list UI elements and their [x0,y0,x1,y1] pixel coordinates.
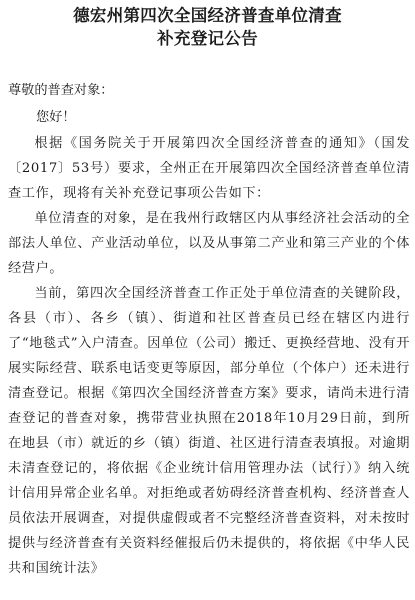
salutation: 尊敬的普查对象： [8,83,114,98]
paragraph-scope: 单位清查的对象，是在我州行政辖区内从事经济社会活动的全部法人单位、产业活动单位，以及从事第二产业和第三产业的个体经营户。 [8,211,410,276]
paragraph-requirements: 当前，第四次全国经济普查工作正处于单位清查的关键阶段，各县（市）、各乡（镇）、街道和社区普查员已经在辖区内进行了“地毯式”入户清查。因单位（公司）搬迁、更换经营地、没有开展实际经营、联系电话变更等原因，部分单位（个体户）还未进行清查登记。根据《第四次全国经济普查方案》要求，请尚未进行清查登记的普查对象，携带营业执照在2018年10月29日前，到所在地县（市）就近的乡（镇）街道、社区进行清查表填报。对逾期未清查登记的，将依据《企业统计信用管理办法（试行）》纳入统计信用异常企业名单。对拒绝或者妨碍经济普查机构、经济普查人员依法开展调查，对提供虚假或者不完整经济普查资料，对未按时提供与经济普查有关资料经催报后仍未提供的，将依据《中华人民共和国统计法》 [8,286,410,576]
notice-title-line1: 德宏州第四次全国经济普查单位清查 [73,6,342,25]
notice-title-line2: 补充登记公告 [157,29,258,48]
paragraph-basis: 根据《国务院关于开展第四次全国经济普查的通知》（国发〔2017〕53号）要求，全州正在开展第四次全国经济普查单位清查工作，现将有关补充登记事项公告如下： [8,136,410,201]
greeting: 您好！ [36,110,76,125]
notice-body [8,131,410,581]
